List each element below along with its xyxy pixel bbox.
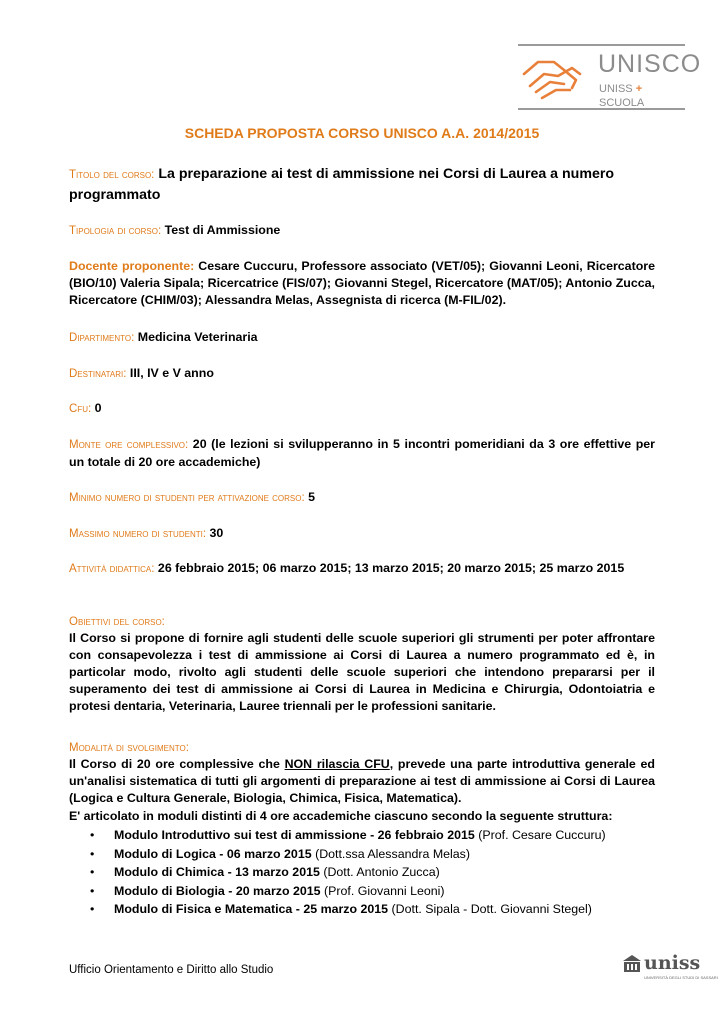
modalita-p1-start: Il Corso di 20 ore complessive che [69, 757, 285, 771]
dipartimento-value: Medicina Veterinaria [137, 330, 258, 344]
modalita-paragraph-2: E' articolato in moduli distinti di 4 ore accademiche ciascuno secondo la seguente struttura: [69, 809, 613, 823]
minimo-value: 5 [308, 490, 316, 504]
titolo-label: Titolo del corso: [69, 169, 155, 181]
page-title: SCHEDA PROPOSTA CORSO UNISCO A.A. 2014/2015 [184, 125, 540, 141]
module-teacher: (Dott.ssa Alessandra Melas) [315, 846, 471, 861]
logo-sub-right: SCUOLA [599, 97, 645, 109]
module-title: Modulo Introduttivo sui test di ammissione - 26 febbraio 2015 [114, 828, 475, 842]
dipartimento-label: Dipartimento: [69, 332, 135, 344]
monte-value: 20 (le lezioni si svilupperanno in 5 incontri pomeridiani da 3 ore effettive per un totale di 20 ore accademiche) [69, 437, 655, 469]
titolo-value: La preparazione ai test di ammissione nei Corsi di Laurea a numero programmato [69, 166, 615, 203]
docente-label: Docente proponente: [69, 259, 195, 273]
field-destinatari [69, 365, 655, 383]
destinatari-value: III, IV e V anno [129, 366, 214, 380]
field-tipologia [69, 222, 655, 240]
modalita-p1-end: , prevede una parte introduttiva generale ed un'analisi sistematica di tutti gli argomenti di preparazione ai test di ammissione ai Corsi di Laurea (Logica e Cultura Generale, Biologia, Chimica, Fisica, Matematica). [69, 757, 655, 805]
logo-name: UNISCO [598, 50, 702, 78]
modalita-heading [69, 739, 655, 757]
handshake-icon [520, 52, 584, 102]
list-item [90, 882, 660, 901]
module-teacher: (Dott. Antonio Zucca) [323, 865, 440, 879]
cfu-value: 0 [94, 401, 102, 415]
obiettivi-heading [69, 613, 655, 631]
logo-subtitle [599, 82, 685, 110]
attivita-value: 26 febbraio 2015; 06 marzo 2015; 13 marzo 2015; 20 marzo 2015; 25 marzo 2015 [157, 561, 625, 575]
module-teacher: (Dott. Sipala - Dott. Giovanni Stegel) [391, 902, 592, 916]
bullet-icon: • [90, 846, 95, 861]
cfu-label: Cfu: [69, 403, 92, 415]
footer-office: Ufficio Orientamento e Diritto allo Studio [69, 964, 274, 976]
obiettivi-label: Obiettivi del corso: [69, 616, 165, 628]
bullet-icon: • [90, 883, 95, 898]
minimo-label: Minimo numero di studenti per attivazione corso: [69, 492, 305, 504]
field-cfu [69, 400, 655, 418]
field-dipartimento [69, 329, 655, 347]
tipologia-value: Test di Ammissione [164, 223, 281, 237]
module-title: Modulo di Logica - 06 marzo 2015 [114, 846, 312, 861]
modules-list [90, 826, 660, 919]
list-item [90, 826, 660, 845]
list-item [90, 900, 660, 919]
obiettivi-text: Il Corso si propone di fornire agli studenti delle scuole superiori gli strumenti per poter affrontare con consapevolezza i test di ammissione ai Corsi di Laurea a numero programmato ed è, in particolar modo, rivolto agli studenti delle scuole superiori che intendono prepararsi per il superamento dei test di ammissione ai Corsi di Laurea in Medicina e Chirurgia, Odontoiatria e protesi dentaria, Veterinaria, Lauree triennali per le professioni sanitarie. [69, 631, 655, 713]
uniss-wordmark: uniss [644, 952, 701, 974]
logo-sub-plus: + [635, 83, 643, 95]
logo-sub-left: UNISS [599, 83, 633, 95]
field-titolo [69, 164, 655, 205]
uniss-subtitle: UNIVERSITÀ DEGLI STUDI DI SASSARI [644, 975, 718, 980]
module-teacher: (Prof. Cesare Cuccuru) [478, 828, 606, 842]
field-minimo [69, 489, 655, 507]
list-item [90, 845, 660, 864]
modalita-p1-underlined: NON rilascia CFU [284, 757, 390, 771]
module-title: Modulo di Fisica e Matematica - 25 marzo 2015 [114, 902, 389, 916]
bullet-icon: • [90, 865, 95, 879]
building-icon [622, 953, 642, 973]
module-teacher: (Prof. Giovanni Leoni) [324, 883, 445, 898]
tipologia-label: Tipologia di corso: [69, 225, 162, 237]
field-docente [69, 258, 655, 309]
module-title: Modulo di Chimica - 13 marzo 2015 [114, 865, 320, 879]
unisco-logo [518, 44, 702, 110]
modalita-paragraph-1 [69, 756, 655, 807]
massimo-value: 30 [209, 526, 224, 540]
docente-value: Cesare Cuccuru, Professore associato (VET/05); Giovanni Leoni, Ricercatore (BIO/10) Valeria Sipala; Ricercatrice (FIS/07); Giovanni Stegel, Ricercatore (MAT/05); Antonio Zucca, Ricercatore (CHIM/03); Alessandra Melas, Assegnista di ricerca (M-FIL/02). [69, 259, 655, 307]
modalita-label: Modalità di svolgimento: [69, 742, 189, 754]
field-attivita [69, 560, 655, 578]
monte-label: Monte ore complessivo: [69, 439, 189, 451]
field-massimo [69, 525, 655, 543]
uniss-logo [622, 951, 718, 985]
list-item [90, 863, 660, 882]
destinatari-label: Destinatari: [69, 368, 127, 380]
module-title: Modulo di Biologia - 20 marzo 2015 [114, 883, 321, 898]
attivita-label: Attività didattica: [69, 563, 155, 575]
bullet-icon: • [90, 828, 95, 842]
field-monte-ore [69, 436, 655, 471]
massimo-label: Massimo numero di studenti: [69, 528, 207, 540]
bullet-icon: • [90, 902, 95, 916]
